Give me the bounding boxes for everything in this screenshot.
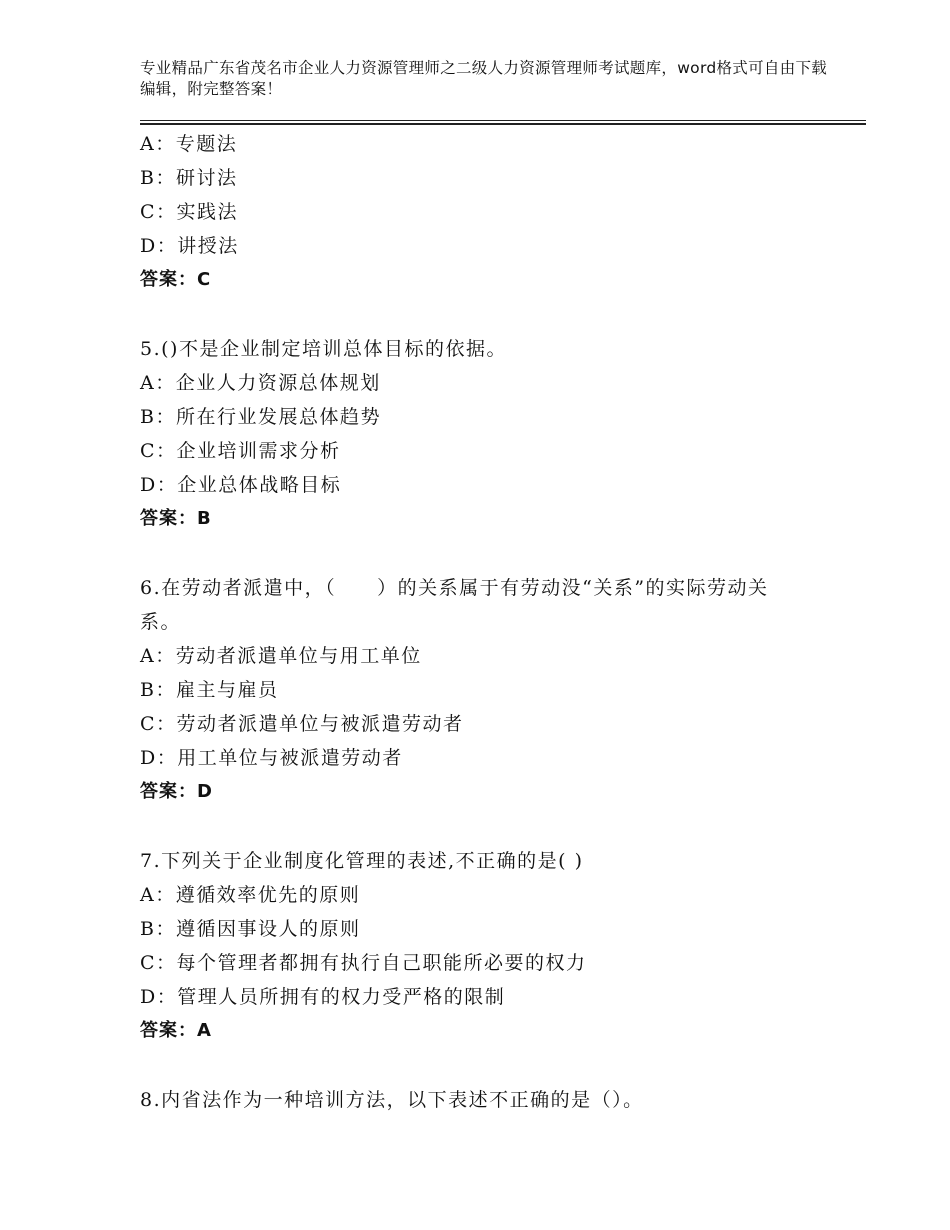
option-letter: B： — [140, 406, 176, 428]
option-d — [140, 468, 840, 502]
option-letter: A： — [140, 372, 176, 394]
option-letter: B： — [140, 918, 176, 940]
option-text: 每个管理者都拥有执行自己职能所必要的权力 — [176, 952, 587, 974]
option-c — [140, 434, 840, 468]
question-stem: 7.下列关于企业制度化管理的表述,不正确的是( ) — [140, 850, 584, 872]
option-text: 劳动者派遣单位与用工单位 — [175, 645, 422, 667]
option-text: 企业人力资源总体规划 — [175, 372, 381, 394]
option-b — [140, 673, 840, 707]
option-letter: C： — [140, 952, 177, 974]
spacer — [140, 536, 840, 571]
spacer — [140, 809, 840, 844]
answer-line: 答案：C — [140, 269, 212, 290]
option-a — [140, 127, 840, 161]
option-d — [140, 229, 840, 263]
question-block-6 — [140, 571, 840, 809]
option-b — [140, 912, 840, 946]
option-text: 雇主与雇员 — [175, 679, 279, 701]
option-a — [140, 878, 840, 912]
question-block-8 — [140, 1083, 840, 1117]
option-letter: D： — [140, 747, 178, 769]
option-d — [140, 741, 840, 775]
option-c — [140, 707, 840, 741]
option-c — [140, 946, 840, 980]
spacer — [140, 297, 840, 332]
option-text: 所在行业发展总体趋势 — [175, 406, 381, 428]
option-letter: C： — [140, 201, 177, 223]
option-b — [140, 161, 840, 195]
option-letter: B： — [140, 679, 176, 701]
answer-line: 答案：D — [140, 781, 213, 802]
option-text: 研讨法 — [175, 167, 238, 189]
question-stem: 8.内省法作为一种培训方法，以下表述不正确的是（）。 — [140, 1089, 644, 1111]
option-letter: B： — [140, 167, 176, 189]
option-text: 劳动者派遣单位与被派遣劳动者 — [176, 713, 464, 735]
question-block-7 — [140, 844, 840, 1048]
header-divider-thin — [140, 120, 866, 121]
header-divider-thick — [140, 123, 866, 125]
option-letter: D： — [140, 474, 178, 496]
option-text: 实践法 — [176, 201, 239, 223]
option-b — [140, 400, 840, 434]
option-letter: D： — [140, 235, 178, 257]
answer-line: 答案：B — [140, 508, 212, 529]
option-letter: D： — [140, 986, 178, 1008]
option-text: 管理人员所拥有的权力受严格的限制 — [177, 986, 506, 1008]
option-text: 遵循因事设人的原则 — [175, 918, 361, 940]
option-letter: A： — [140, 884, 176, 906]
question-block-prev — [140, 127, 840, 297]
question-block-5 — [140, 332, 840, 536]
answer-line: 答案：A — [140, 1020, 212, 1041]
option-text: 专题法 — [175, 133, 238, 155]
option-c — [140, 195, 840, 229]
question-stem: 6.在劳动者派遣中，（ ）的关系属于有劳动没“关系”的实际劳动关系。 — [140, 577, 769, 633]
option-letter: A： — [140, 133, 176, 155]
option-d — [140, 980, 840, 1014]
option-a — [140, 639, 840, 673]
option-letter: C： — [140, 440, 177, 462]
option-text: 企业培训需求分析 — [176, 440, 341, 462]
option-text: 用工单位与被派遣劳动者 — [177, 747, 403, 769]
document-title: 专业精品广东省茂名市企业人力资源管理师之二级人力资源管理师考试题库，word格式可自由下载编辑，附完整答案！ — [140, 59, 828, 98]
option-text: 讲授法 — [177, 235, 239, 257]
spacer — [140, 1048, 840, 1083]
option-letter: A： — [140, 645, 176, 667]
option-letter: C： — [140, 713, 177, 735]
option-text: 企业总体战略目标 — [177, 474, 342, 496]
option-a — [140, 366, 840, 400]
question-list — [140, 127, 840, 1117]
option-text: 遵循效率优先的原则 — [175, 884, 361, 906]
question-stem: 5.()不是企业制定培训总体目标的依据。 — [140, 338, 507, 360]
